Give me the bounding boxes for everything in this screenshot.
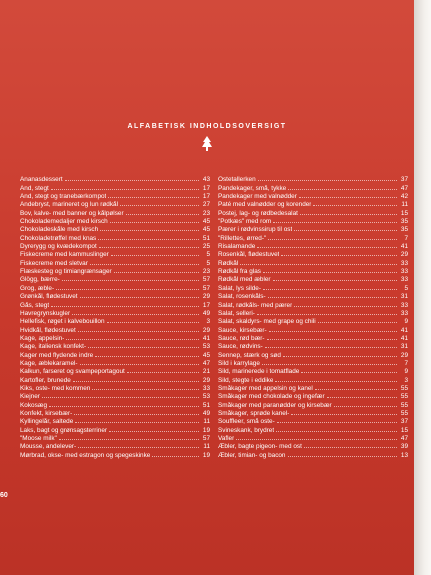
entry-title: Dyrerygg og kvædekompot — [20, 243, 97, 251]
entry-page-number: 33 — [202, 384, 210, 392]
entry-page-number: 29 — [202, 326, 210, 334]
dot-leader — [51, 306, 199, 307]
dot-leader — [99, 247, 199, 248]
dot-leader — [288, 189, 397, 190]
entry-page-number: 41 — [400, 334, 408, 342]
entry-page-number: 15 — [400, 426, 408, 434]
index-entry — [20, 225, 210, 233]
entry-title: Kiks, oste- med kommen — [20, 384, 91, 392]
index-entry — [218, 417, 408, 425]
entry-title: Rødkål fra glas — [218, 268, 261, 276]
entry-page-number: 57 — [202, 276, 210, 284]
entry-title: Rødkål — [218, 259, 239, 267]
entry-page-number: 29 — [202, 293, 210, 301]
entry-page-number: 33 — [400, 309, 408, 317]
entry-title: Sauce, rød bær- — [218, 334, 265, 342]
entry-page-number: 47 — [400, 184, 408, 192]
dot-leader — [65, 180, 199, 181]
entry-title: Småkager med paranødder og kirsebær — [218, 401, 332, 409]
index-entry — [218, 283, 408, 291]
index-column-right — [218, 175, 408, 459]
dot-leader — [78, 447, 199, 448]
entry-title: Ananasdessert — [20, 176, 63, 184]
dot-leader — [263, 272, 397, 273]
entry-page-number: 51 — [202, 234, 210, 242]
entry-page-number: 29 — [202, 376, 210, 384]
entry-page-number: 45 — [202, 351, 210, 359]
entry-page-number: 31 — [400, 293, 408, 301]
dot-leader — [59, 439, 199, 440]
entry-page-number: 57 — [202, 435, 210, 442]
index-entry — [218, 183, 408, 191]
index-entry — [20, 434, 210, 442]
entry-page-number: 37 — [400, 176, 408, 184]
index-entry — [218, 242, 408, 250]
christmas-tree-icon — [202, 136, 212, 152]
entry-title: "Potkæs" med rom — [218, 218, 272, 226]
dot-leader — [95, 356, 199, 357]
entry-page-number: 53 — [202, 393, 210, 401]
entry-title: Sauce, rødvins- — [218, 343, 263, 351]
entry-title: Kage, italiensk konfekt- — [20, 343, 87, 351]
dot-leader — [334, 406, 397, 407]
entry-title: Æbler, timian- og bacon — [218, 451, 286, 459]
entry-page-number: 3 — [404, 376, 408, 384]
entry-page-number: 17 — [202, 184, 210, 192]
dot-leader — [267, 339, 397, 340]
entry-title: Salat, rødkåls- med pærer — [218, 301, 293, 309]
index-entry — [20, 200, 210, 208]
index-entry — [218, 292, 408, 300]
entry-page-number: 19 — [202, 426, 210, 434]
entry-title: Kartofler, brunede — [20, 376, 71, 384]
entry-title: Rosenkål, flødestuvet — [218, 251, 280, 259]
index-entry — [218, 200, 408, 208]
entry-title: Salat, lys silde- — [218, 284, 261, 292]
index-entry — [20, 217, 210, 225]
entry-title: Fiskecreme med sletvar — [20, 259, 88, 267]
dot-leader — [318, 322, 397, 323]
entry-page-number: 9 — [404, 368, 408, 376]
entry-page-number: 3 — [206, 318, 210, 326]
dot-leader — [111, 255, 199, 256]
dot-leader — [273, 222, 397, 223]
entry-page-number: 42 — [400, 193, 408, 201]
entry-page-number: 5 — [206, 251, 210, 259]
dot-leader — [327, 397, 397, 398]
dot-leader — [73, 381, 199, 382]
dot-leader — [269, 331, 397, 332]
dot-leader — [90, 264, 199, 265]
entry-page-number: 47 — [202, 359, 210, 367]
entry-title: Kiejner — [20, 393, 40, 401]
entry-title: Gås, stegt — [20, 301, 50, 309]
entry-title: Pærer i rødvinssirup til ost — [218, 226, 293, 234]
index-entry — [20, 300, 210, 308]
entry-page-number: 45 — [202, 218, 210, 226]
dot-leader — [257, 247, 397, 248]
entry-page-number: 37 — [400, 418, 408, 426]
dot-leader — [265, 347, 397, 348]
index-entry — [218, 367, 408, 375]
dot-leader — [49, 406, 199, 407]
dot-leader — [42, 397, 199, 398]
entry-title: Pandekager med valnødder — [218, 193, 297, 201]
entry-page-number: 35 — [400, 218, 408, 226]
entry-page-number: 13 — [400, 451, 408, 459]
index-entry — [218, 392, 408, 400]
index-entry — [20, 183, 210, 191]
entry-page-number: 11 — [203, 443, 210, 451]
index-entry — [218, 309, 408, 317]
index-entry — [20, 267, 210, 275]
entry-title: Sild, marinerede i tomatflade — [218, 368, 300, 376]
dot-leader — [98, 239, 199, 240]
entry-title: Konfekt, kirsebær- — [20, 409, 73, 417]
index-entry — [218, 334, 408, 342]
entry-title: Kyllingelår, saltede — [20, 418, 74, 426]
index-entry — [20, 400, 210, 408]
dot-leader — [78, 331, 199, 332]
index-entry — [20, 325, 210, 333]
entry-page-number: 25 — [202, 243, 210, 251]
entry-title: Sild, stegte i eddike — [218, 376, 274, 384]
entry-page-number: 5 — [206, 259, 210, 267]
entry-title: Grog, æble- — [20, 284, 55, 292]
entry-page-number: 35 — [400, 226, 408, 234]
entry-title: Mousse, andelever- — [20, 443, 77, 451]
dot-leader — [268, 297, 397, 298]
dot-leader — [258, 180, 397, 181]
dot-leader — [257, 314, 397, 315]
entry-page-number: 23 — [202, 268, 210, 276]
entry-page-number: 55 — [400, 393, 408, 401]
dot-leader — [315, 389, 397, 390]
page-number: 60 — [0, 492, 8, 499]
index-entry — [20, 275, 210, 283]
dot-leader — [80, 364, 199, 365]
index-entry — [20, 309, 210, 317]
dot-leader — [313, 205, 397, 206]
dot-leader — [301, 372, 397, 373]
index-entry — [20, 384, 210, 392]
index-entry — [218, 384, 408, 392]
index-entry — [20, 450, 210, 458]
index-entry — [218, 400, 408, 408]
entry-page-number: 41 — [400, 326, 408, 334]
entry-page-number: 39 — [400, 443, 408, 451]
entry-title: Småkager, sprøde kanel- — [218, 409, 290, 417]
entry-page-number: 53 — [202, 343, 210, 351]
dot-leader — [110, 222, 199, 223]
index-entry — [218, 250, 408, 258]
entry-title: Ostetallerken — [218, 176, 256, 184]
dot-leader — [300, 214, 397, 215]
index-entry — [218, 425, 408, 433]
index-entry — [20, 317, 210, 325]
entry-page-number: 41 — [400, 243, 408, 251]
entry-page-number: 21 — [202, 368, 210, 376]
index-entry — [218, 375, 408, 383]
entry-title: Risalamande — [218, 243, 256, 251]
entry-title: Kokosæg — [20, 401, 47, 409]
entry-page-number: 19 — [202, 451, 210, 459]
index-entry — [20, 417, 210, 425]
entry-title: "Moose milk" — [20, 435, 57, 442]
index-entry — [20, 442, 210, 450]
index-entry — [20, 192, 210, 200]
entry-title: Souffleer, små oste- — [218, 418, 275, 426]
entry-page-number: 55 — [400, 409, 408, 417]
entry-title: Flæskesteg og timiangrænsager — [20, 268, 112, 276]
entry-title: Mørbrad, okse- med estragon og spegeskinke — [20, 451, 151, 459]
entry-page-number: 49 — [202, 309, 210, 317]
dot-leader — [107, 322, 199, 323]
dot-leader — [299, 197, 397, 198]
entry-page-number: 55 — [400, 384, 408, 392]
index-entry — [218, 233, 408, 241]
index-entry — [20, 425, 210, 433]
dot-leader — [126, 214, 199, 215]
entry-title: Æbler, bagte pigeon- med ost — [218, 443, 302, 451]
entry-page-number: 11 — [401, 201, 408, 209]
page-edge — [414, 0, 431, 575]
index-entry — [218, 434, 408, 442]
dot-leader — [288, 456, 398, 457]
dot-leader — [88, 347, 199, 348]
entry-title: Kage, appelsin- — [20, 334, 65, 342]
index-entry — [20, 392, 210, 400]
entry-title: Svineskank, brydret — [218, 426, 275, 434]
dot-leader — [277, 422, 397, 423]
dot-leader — [291, 414, 397, 415]
dot-leader — [120, 205, 199, 206]
entry-page-number: 9 — [404, 318, 408, 326]
entry-title: Salat, rosenkåls- — [218, 293, 266, 301]
dot-leader — [275, 381, 397, 382]
entry-title: Sild i karrylage — [218, 359, 260, 367]
dot-leader — [72, 314, 199, 315]
index-entry — [218, 300, 408, 308]
entry-page-number: 27 — [202, 201, 210, 209]
entry-title: Chokoladeskåle med kirsch — [20, 226, 99, 234]
entry-page-number: 23 — [202, 209, 210, 217]
entry-title: Pandekager, små, tykke — [218, 184, 287, 192]
entry-page-number: 31 — [400, 343, 408, 351]
dot-leader — [56, 289, 199, 290]
dot-leader — [273, 280, 397, 281]
index-entry — [218, 350, 408, 358]
index-entry — [20, 233, 210, 241]
index-heading: ALFABETISK INDHOLDSOVERSIGT — [127, 123, 287, 130]
index-entry — [20, 334, 210, 342]
entry-page-number: 51 — [202, 401, 210, 409]
index-entry — [218, 450, 408, 458]
dot-leader — [109, 431, 199, 432]
entry-title: And, stegt — [20, 184, 49, 192]
dot-leader — [127, 372, 199, 373]
entry-title: Havregrynskugler — [20, 309, 71, 317]
dot-leader — [294, 306, 397, 307]
index-entry — [20, 375, 210, 383]
entry-page-number: 5 — [404, 284, 408, 292]
entry-title: Salat, selleri- — [218, 309, 255, 317]
entry-page-number: 49 — [202, 409, 210, 417]
entry-page-number: 43 — [202, 176, 210, 184]
index-entry — [20, 250, 210, 258]
dot-leader — [62, 280, 199, 281]
entry-page-number: 7 — [404, 359, 408, 367]
index-entry — [20, 175, 210, 183]
entry-page-number: 33 — [400, 259, 408, 267]
dot-leader — [100, 230, 199, 231]
index-column-left — [20, 175, 210, 459]
entry-title: Kager med flydende indre — [20, 351, 94, 359]
entry-title: Hvidkål, flødestuvet — [20, 326, 76, 334]
index-entry — [20, 359, 210, 367]
entry-title: Laks, bagt og grønsagsterriner — [20, 426, 108, 434]
entry-title: "Rillettes, ørred-" — [218, 234, 267, 242]
dot-leader — [75, 422, 199, 423]
dot-leader — [74, 414, 199, 415]
dot-leader — [80, 297, 199, 298]
entry-title: Chokolademedaljer med kirsch — [20, 218, 108, 226]
entry-title: Andebryst, marineret og lun rødkål — [20, 201, 119, 209]
dot-leader — [262, 364, 397, 365]
index-entry — [218, 175, 408, 183]
index-entry — [218, 409, 408, 417]
index-entry — [218, 192, 408, 200]
entry-page-number: 15 — [400, 209, 408, 217]
entry-title: Chokoladetrøffel med knas — [20, 234, 97, 242]
entry-title: Småkager med appelsin og kanel — [218, 384, 313, 392]
index-entry — [20, 409, 210, 417]
entry-page-number: 45 — [202, 226, 210, 234]
entry-page-number: 29 — [400, 351, 408, 359]
entry-page-number: 47 — [400, 435, 408, 442]
entry-title: Rødkål med æbler — [218, 276, 271, 284]
entry-title: Glögg, bærre- — [20, 276, 60, 284]
entry-page-number: 7 — [404, 234, 408, 242]
index-entry — [218, 275, 408, 283]
index-entry — [20, 292, 210, 300]
dot-leader — [268, 239, 397, 240]
index-entry — [20, 350, 210, 358]
dot-leader — [108, 197, 199, 198]
dot-leader — [92, 389, 199, 390]
index-entry — [218, 258, 408, 266]
index-entry — [218, 359, 408, 367]
dot-leader — [236, 439, 397, 440]
dot-leader — [66, 339, 199, 340]
entry-page-number: 57 — [202, 284, 210, 292]
index-entry — [218, 442, 408, 450]
index-entry — [20, 242, 210, 250]
index-entry — [20, 367, 210, 375]
dot-leader — [281, 255, 397, 256]
index-entry — [20, 283, 210, 291]
entry-page-number: 11 — [203, 418, 210, 426]
index-entry — [218, 342, 408, 350]
entry-title: Postej, lag- og rødbedesalat — [218, 209, 298, 217]
entry-title: Kalkun, farseret og svampeportagout — [20, 368, 125, 376]
entry-page-number: 33 — [400, 276, 408, 284]
dot-leader — [152, 456, 199, 457]
index-entry — [218, 267, 408, 275]
dot-leader — [51, 189, 199, 190]
entry-title: Hellefisk, røget i kalvebouillon — [20, 318, 105, 326]
entry-title: Småkager med chokolade og ingefær — [218, 393, 325, 401]
entry-title: Grønkål, flødestuvet — [20, 293, 78, 301]
dot-leader — [276, 431, 397, 432]
entry-page-number: 17 — [202, 301, 210, 309]
entry-page-number: 33 — [400, 268, 408, 276]
entry-page-number: 29 — [400, 251, 408, 259]
index-entry — [218, 208, 408, 216]
entry-page-number: 33 — [400, 301, 408, 309]
dot-leader — [283, 356, 397, 357]
entry-title: Fiskecreme med kammuslinger — [20, 251, 109, 259]
entry-page-number: 41 — [202, 334, 210, 342]
dot-leader — [294, 230, 397, 231]
entry-title: Vafler — [218, 435, 235, 442]
entry-title: Sennep, stærk og sød — [218, 351, 281, 359]
index-entry — [20, 342, 210, 350]
entry-title: Sauce, kirsebær- — [218, 326, 267, 334]
entry-title: Paté med valnødder og korender — [218, 201, 312, 209]
entry-title: Kage, æblekaramel- — [20, 359, 78, 367]
index-entry — [218, 217, 408, 225]
dot-leader — [240, 264, 397, 265]
index-entry — [20, 208, 210, 216]
dot-leader — [263, 289, 397, 290]
entry-page-number: 17 — [202, 193, 210, 201]
index-entry — [20, 258, 210, 266]
entry-title: And, stegt og tranebærkompot — [20, 193, 107, 201]
dot-leader — [304, 447, 397, 448]
entry-page-number: 55 — [400, 401, 408, 409]
dot-leader — [114, 272, 199, 273]
index-entry — [218, 325, 408, 333]
entry-title: Bov, kalve- med banner og kålpølser — [20, 209, 124, 217]
index-entry — [218, 225, 408, 233]
index-entry — [218, 317, 408, 325]
entry-title: Salat, skaldyrs- med grape og chili — [218, 318, 316, 326]
